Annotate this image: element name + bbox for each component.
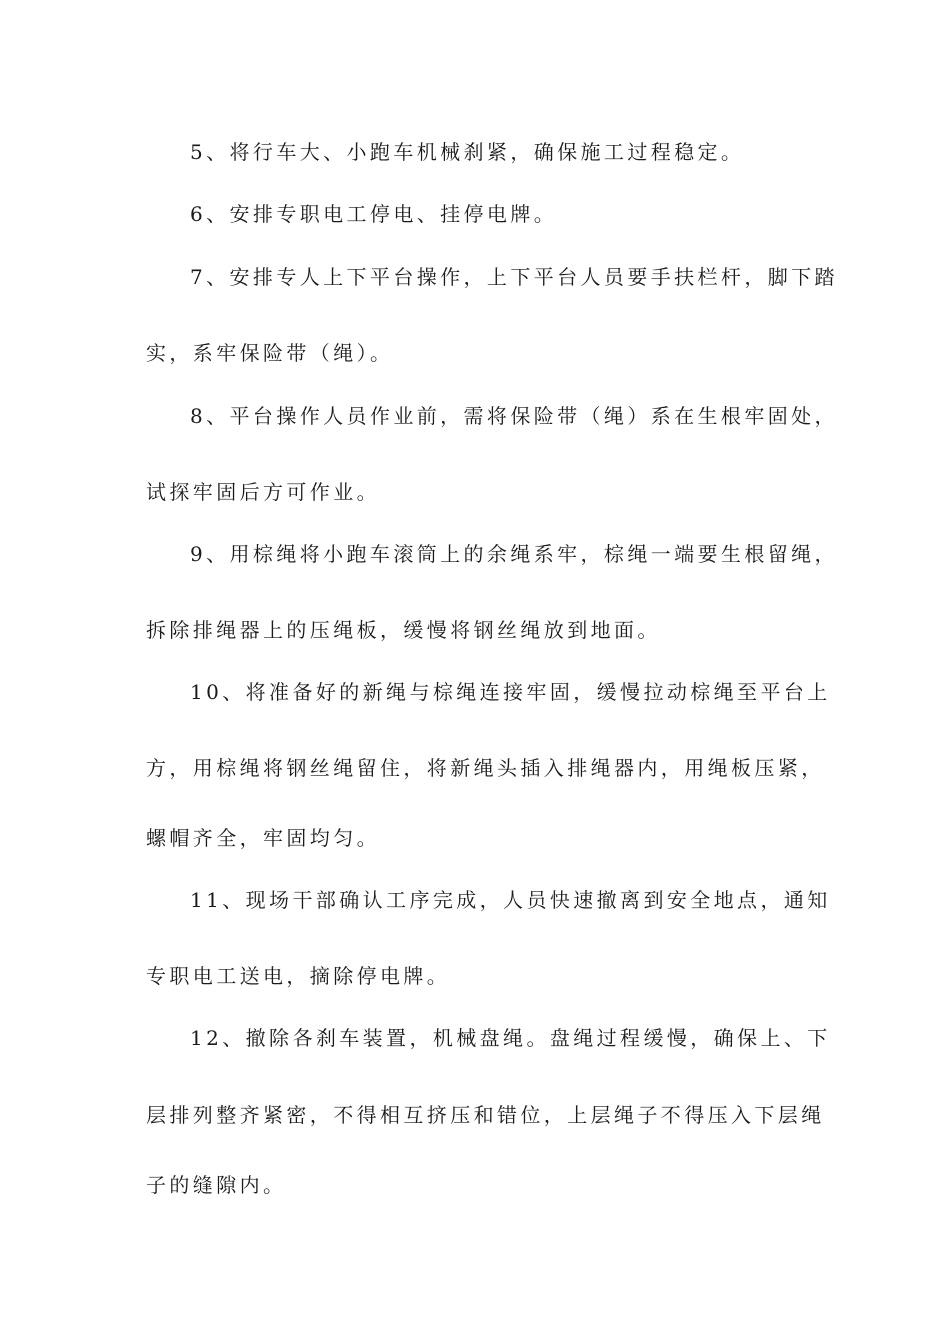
step-9-line-1: 9、用棕绳将小跑车滚筒上的余绳系牢，棕绳一端要生根留绳， xyxy=(190,542,838,566)
step-12-line-1: 12、撤除各刹车装置，机械盘绳。盘绳过程缓慢，确保上、下 xyxy=(190,1026,831,1050)
step-10-line-3: 螺帽齐全，牢固均匀。 xyxy=(146,826,380,850)
step-10-line-2: 方，用棕绳将钢丝绳留住，将新绳头插入排绳器内，用绳板压紧， xyxy=(146,756,825,780)
step-7-line-1: 7、安排专人上下平台操作，上下平台人员要手扶栏杆，脚下踏 xyxy=(190,265,838,289)
step-11-line-2: 专职电工送电，摘除停电牌。 xyxy=(146,964,451,988)
step-10-line-1: 10、将准备好的新绳与棕绳连接牢固，缓慢拉动棕绳至平台上 xyxy=(190,680,831,704)
step-12-line-2: 层排列整齐紧密，不得相互挤压和错位，上层绳子不得压入下层绳 xyxy=(146,1103,825,1127)
step-12-line-3: 子的缝隙内。 xyxy=(146,1173,287,1197)
step-9-line-2: 拆除排绳器上的压绳板，缓慢将钢丝绳放到地面。 xyxy=(146,618,661,642)
step-11-line-1: 11、现场干部确认工序完成，人员快速撤离到安全地点，通知 xyxy=(190,888,831,912)
step-7-line-2: 实，系牢保险带（绳）。 xyxy=(146,341,394,365)
step-5-line-1: 5、将行车大、小跑车机械刹紧，确保施工过程稳定。 xyxy=(190,140,745,164)
step-8-line-2: 试探牢固后方可作业。 xyxy=(146,480,380,504)
step-8-line-1: 8、平台操作人员作业前，需将保险带（绳）系在生根牢固处， xyxy=(190,404,838,428)
step-6-line-1: 6、安排专职电工停电、挂停电牌。 xyxy=(190,202,558,226)
